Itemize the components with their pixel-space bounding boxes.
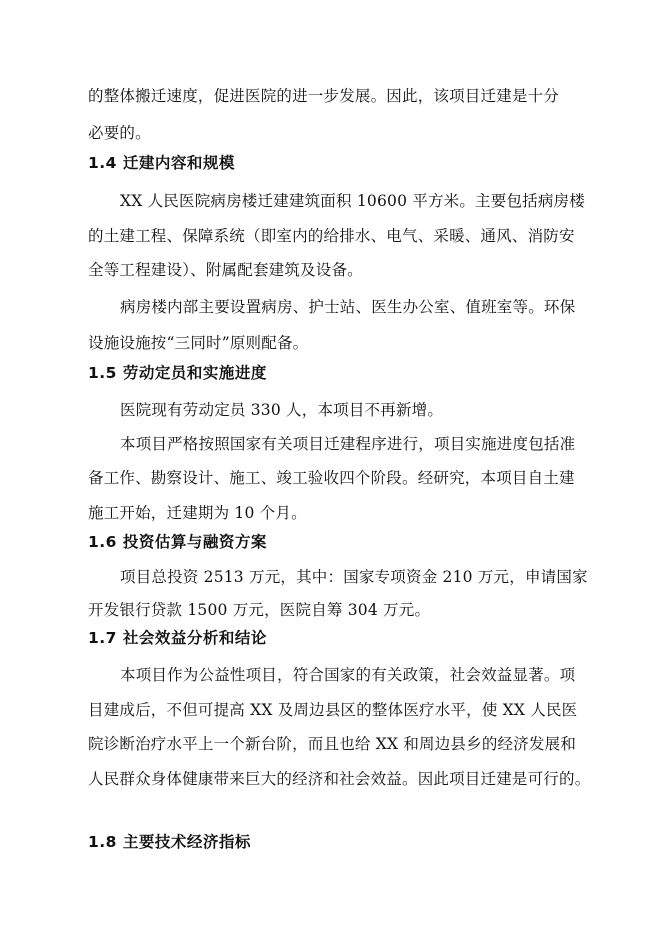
- paragraph-line: 项目总投资 2513 万元，其中：国家专项资金 210 万元，申请国家: [120, 568, 588, 586]
- paragraph-line: 本项目作为公益性项目，符合国家的有关政策，社会效益显著。项: [120, 666, 576, 684]
- section-heading: 1.5 劳动定员和实施进度: [88, 364, 267, 382]
- paragraph-line: XX 人民医院病房楼迁建建筑面积 10600 平方米。主要包括病房楼: [120, 192, 585, 210]
- section-heading: 1.7 社会效益分析和结论: [88, 629, 267, 647]
- section-heading: 1.4 迁建内容和规模: [88, 154, 235, 172]
- paragraph-line: 的整体搬迁速度，促进医院的进一步发展。因此，该项目迁建是十分: [88, 87, 560, 105]
- paragraph-line: 施工开始，迁建期为 10 个月。: [88, 504, 307, 522]
- paragraph-line: 必要的。: [88, 124, 151, 142]
- paragraph-line: 开发银行贷款 1500 万元，医院自筹 304 万元。: [88, 601, 431, 619]
- section-heading: 1.8 主要技术经济指标: [88, 833, 251, 851]
- paragraph-line: 的土建工程、保障系统（即室内的给排水、电气、采暖、通风、消防安: [88, 227, 575, 245]
- paragraph-line: 医院现有劳动定员 330 人，本项目不再新增。: [120, 401, 444, 419]
- paragraph-line: 院诊断治疗水平上一个新台阶，而且也给 XX 和周边县乡的经济发展和: [88, 735, 577, 753]
- section-heading: 1.6 投资估算与融资方案: [88, 533, 267, 551]
- paragraph-line: 目建成后，不但可提高 XX 及周边县区的整体医疗水平，使 XX 人民医: [88, 701, 578, 719]
- paragraph-line: 病房楼内部主要设置病房、护士站、医生办公室、值班室等。环保: [120, 298, 576, 316]
- paragraph-line: 本项目严格按照国家有关项目迁建程序进行，项目实施进度包括准: [120, 435, 576, 453]
- paragraph-line: 设施设施按“三同时”原则配备。: [88, 334, 309, 352]
- paragraph-line: 全等工程建设）、附属配套建筑及设备。: [88, 261, 363, 279]
- paragraph-line: 备工作、勘察设计、施工、竣工验收四个阶段。经研究，本项目自土建: [88, 469, 575, 487]
- paragraph-line: 人民群众身体健康带来巨大的经济和社会效益。因此项目迁建是可行的。: [88, 770, 591, 788]
